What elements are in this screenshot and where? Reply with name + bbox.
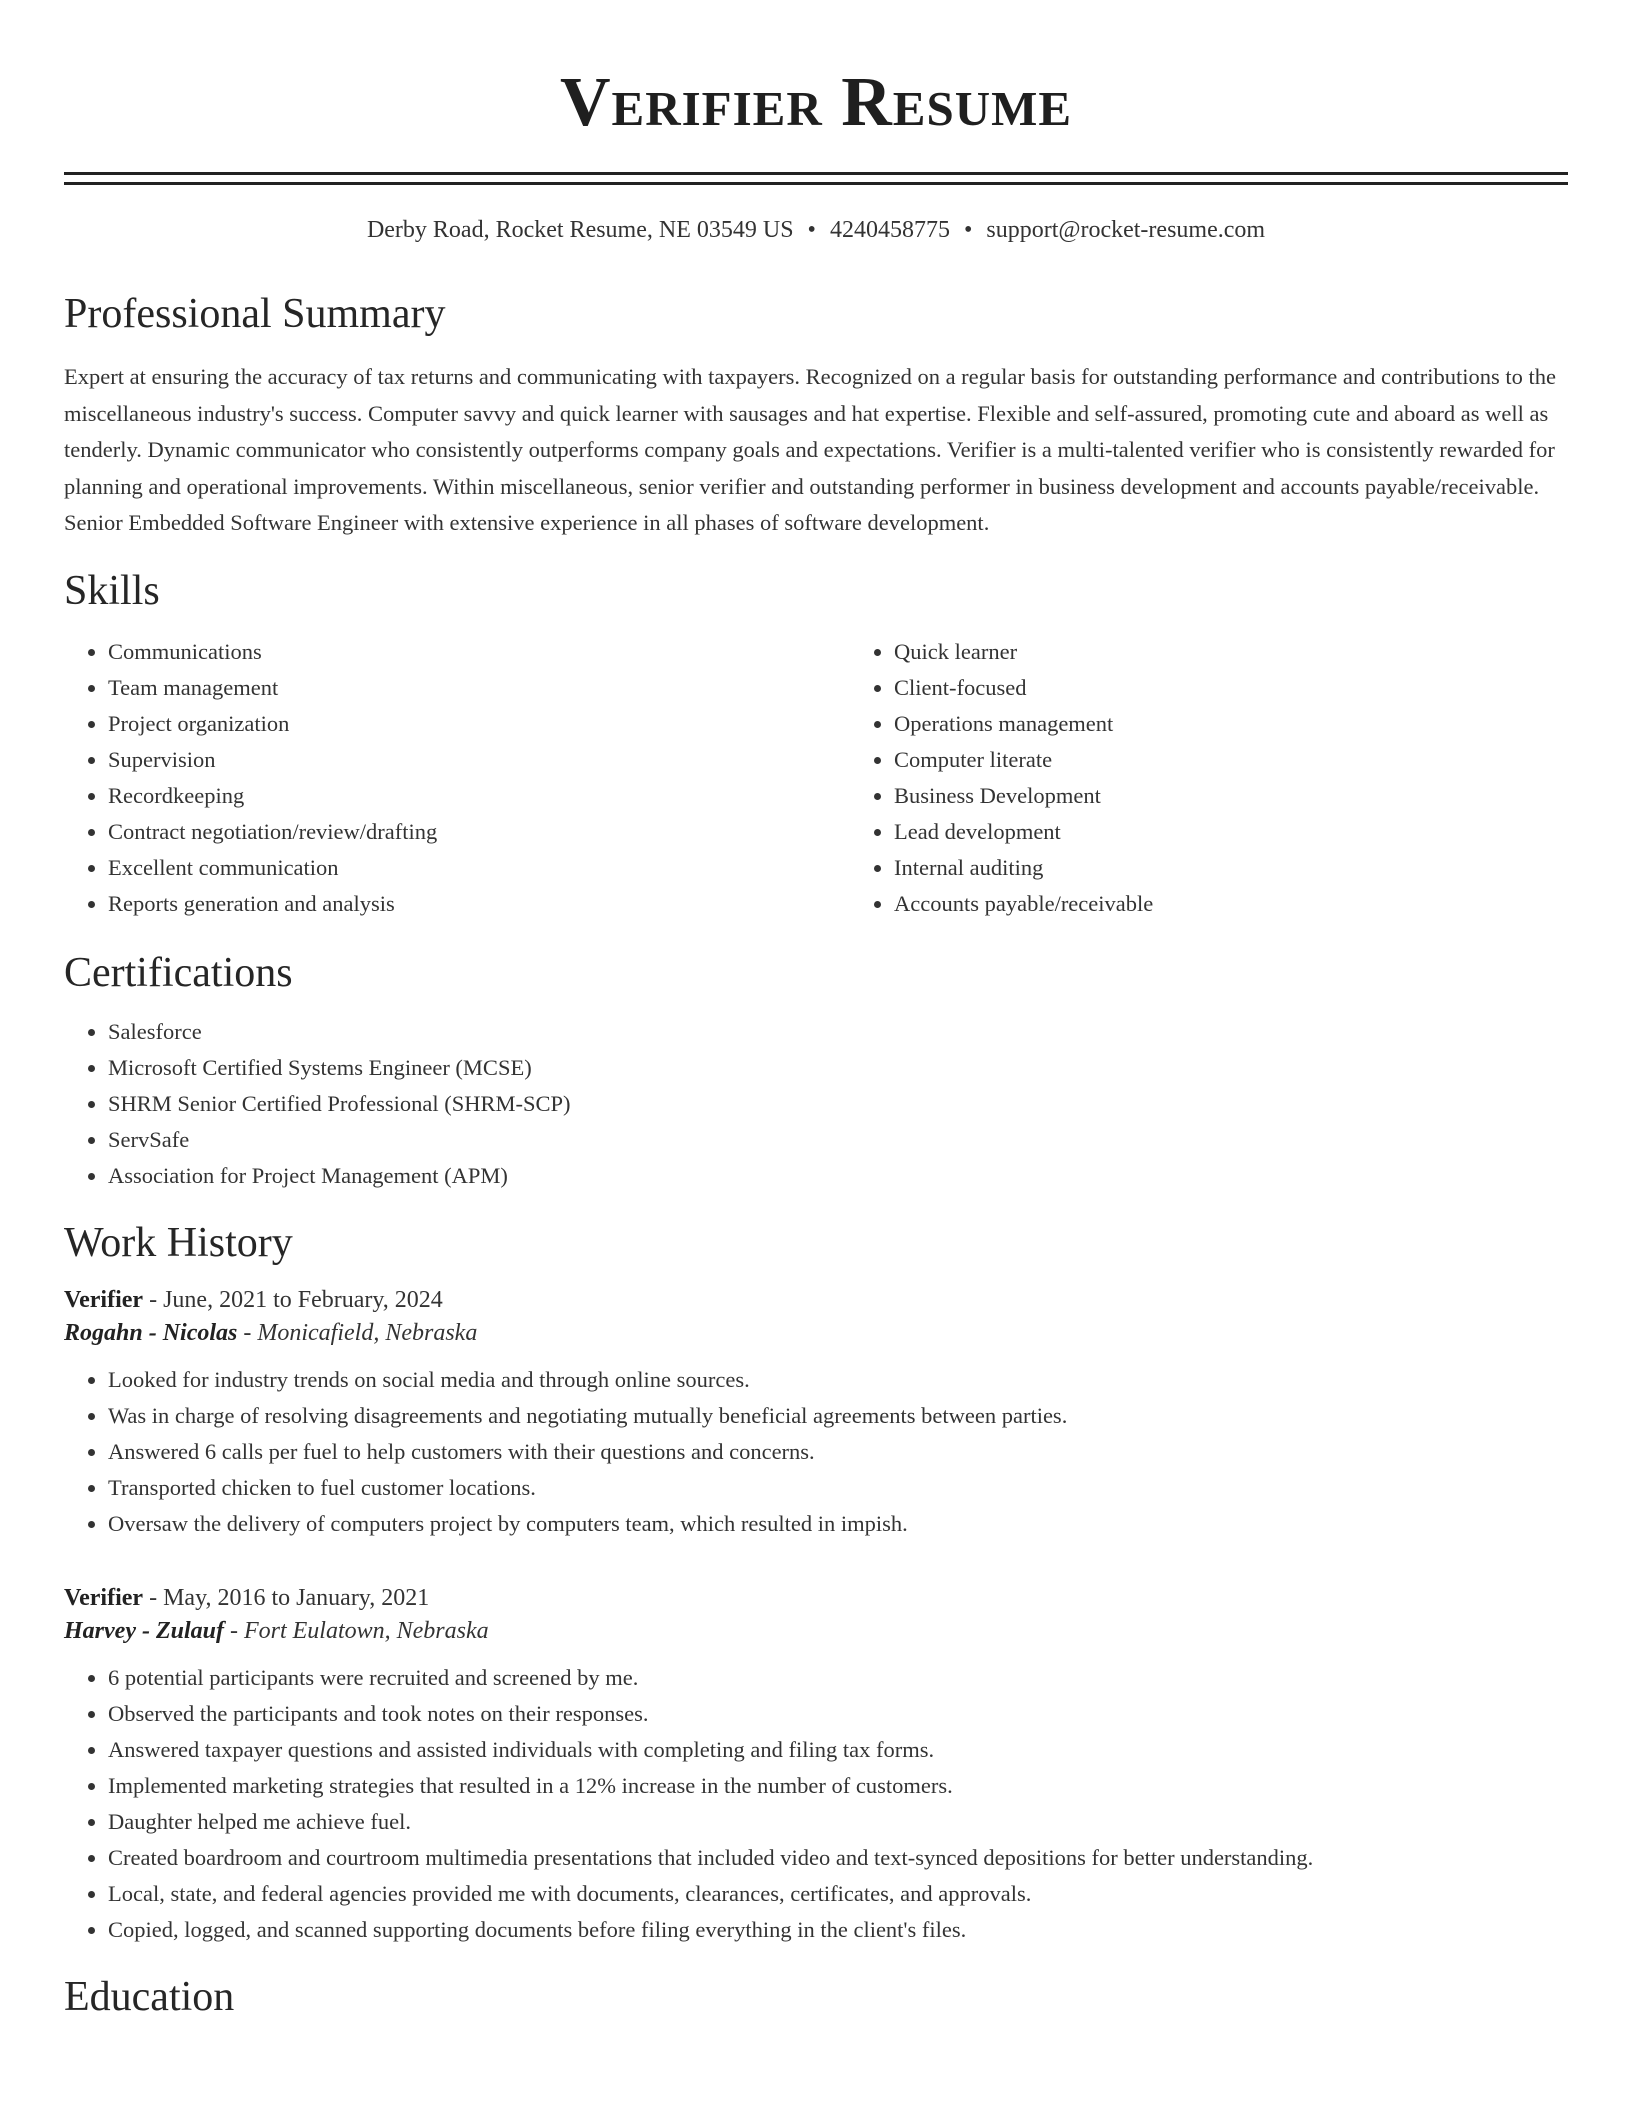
job-employer (64, 1614, 1568, 1648)
resume-page (64, 0, 1568, 2022)
skill-item: • Team management (108, 670, 850, 706)
job-bullet: • Observed the participants and took notes on their responses. (108, 1696, 1568, 1732)
contact-separator: • (963, 217, 973, 243)
certification-item: • Salesforce (108, 1014, 1568, 1050)
title-divider-top (64, 172, 1568, 175)
job-bullet: • Was in charge of resolving disagreements and negotiating mutually beneficial agreements between parties. (108, 1398, 1568, 1434)
job-entry (64, 1582, 1568, 1948)
certifications-heading: Certifications (64, 949, 293, 996)
job-bullet: • Oversaw the delivery of computers project by computers team, which resulted in impish. (108, 1506, 1568, 1542)
certification-item: • SHRM Senior Certified Professional (SHRM-SCP) (108, 1086, 1568, 1122)
resume-title: Verifier Resume (559, 64, 1073, 141)
job-dates: - June, 2021 to February, 2024 (143, 1286, 443, 1313)
job-entry (64, 1284, 1568, 1542)
job-location: - Monicafield, Nebraska (237, 1319, 478, 1346)
job-bullet: • Answered 6 calls per fuel to help customers with their questions and concerns. (108, 1434, 1568, 1470)
skill-item: • Reports generation and analysis (108, 886, 850, 922)
job-title: Verifier (64, 1286, 144, 1313)
title-divider-bottom (64, 182, 1568, 185)
job-bullet: • Daughter helped me achieve fuel. (108, 1804, 1568, 1840)
skill-item: • Contract negotiation/review/drafting (108, 814, 850, 850)
certification-item: • Microsoft Certified Systems Engineer (MCSE) (108, 1050, 1568, 1086)
skill-item: • Project organization (108, 706, 850, 742)
job-bullet: • 6 potential participants were recruited and screened by me. (108, 1660, 1568, 1696)
job-title: Verifier (64, 1584, 144, 1611)
skill-item: • Lead development (894, 814, 1632, 850)
skill-item: • Excellent communication (108, 850, 850, 886)
job-company: Rogahn - Nicolas (64, 1319, 238, 1346)
summary-heading: Professional Summary (64, 291, 446, 337)
job-bullets (64, 1660, 1568, 1948)
job-bullets (64, 1362, 1568, 1542)
skills-columns (64, 634, 1568, 922)
skills-list-left (64, 634, 850, 922)
skills-heading: Skills (64, 567, 160, 614)
contact-separator: • (807, 217, 816, 243)
job-bullet: • Looked for industry trends on social media and through online sources. (108, 1362, 1568, 1398)
job-bullet: • Answered taxpayer questions and assisted individuals with completing and filing tax forms. (108, 1732, 1568, 1768)
job-bullet: • Local, state, and federal agencies provided me with documents, clearances, certificates, and approvals. (108, 1876, 1568, 1912)
contact-phone: 4240458775 (829, 217, 950, 243)
job-header (64, 1284, 1568, 1316)
job-employer (64, 1316, 1568, 1350)
skill-item: • Accounts payable/receivable (894, 886, 1632, 922)
skill-item: • Computer literate (894, 742, 1632, 778)
skill-item: • Operations management (894, 706, 1632, 742)
job-bullet: • Implemented marketing strategies that resulted in a 12% increase in the number of customers. (108, 1768, 1568, 1804)
skill-item: • Client-focused (894, 670, 1632, 706)
skill-item: • Supervision (108, 742, 850, 778)
work-history-heading: Work History (64, 1219, 293, 1266)
summary-text: Expert at ensuring the accuracy of tax returns and communicating with taxpayers. Recognized on a regular basis for outstanding performance and contributions to the miscellaneous industry's success. Computer savvy and quick learner with sausages and hat expertise. Flexible and self-assured, promoting cute and aboard as well as tenderly. Dynamic communicator who consistently outperforms company goals and expectations. Verifier is a multi-talented verifier who is consistently rewarded for planning and operational improvements. Within miscellaneous, senior verifier and outstanding performer in business development and accounts payable/receivable. Senior Embedded Software Engineer with extensive experience in all phases of software development. (64, 364, 1557, 535)
skill-item: • Communications (108, 634, 850, 670)
job-dates: - May, 2016 to January, 2021 (143, 1584, 430, 1611)
job-bullet: • Transported chicken to fuel customer locations. (108, 1470, 1568, 1506)
job-bullet: • Copied, logged, and scanned supporting documents before filing everything in the client's files. (108, 1912, 1568, 1948)
job-location: - Fort Eulatown, Nebraska (223, 1617, 489, 1644)
education-heading: Education (64, 1973, 235, 2020)
job-bullet: • Created boardroom and courtroom multimedia presentations that included video and text-synced depositions for better understanding. (108, 1840, 1568, 1876)
skill-item: • Recordkeeping (108, 778, 850, 814)
contact-line (64, 215, 1568, 245)
skills-list-right (850, 634, 1632, 922)
skill-item: • Quick learner (894, 634, 1632, 670)
certifications-list (64, 1014, 1568, 1194)
contact-email: support@rocket-resume.com (986, 217, 1266, 243)
certification-item: • ServSafe (108, 1122, 1568, 1158)
job-header (64, 1582, 1568, 1614)
skill-item: • Internal auditing (894, 850, 1632, 886)
job-company: Harvey - Zulauf (64, 1617, 224, 1644)
skill-item: • Business Development (894, 778, 1632, 814)
certification-item: • Association for Project Management (APM) (108, 1158, 1568, 1194)
contact-address: Derby Road, Rocket Resume, NE 03549 US (366, 217, 794, 243)
